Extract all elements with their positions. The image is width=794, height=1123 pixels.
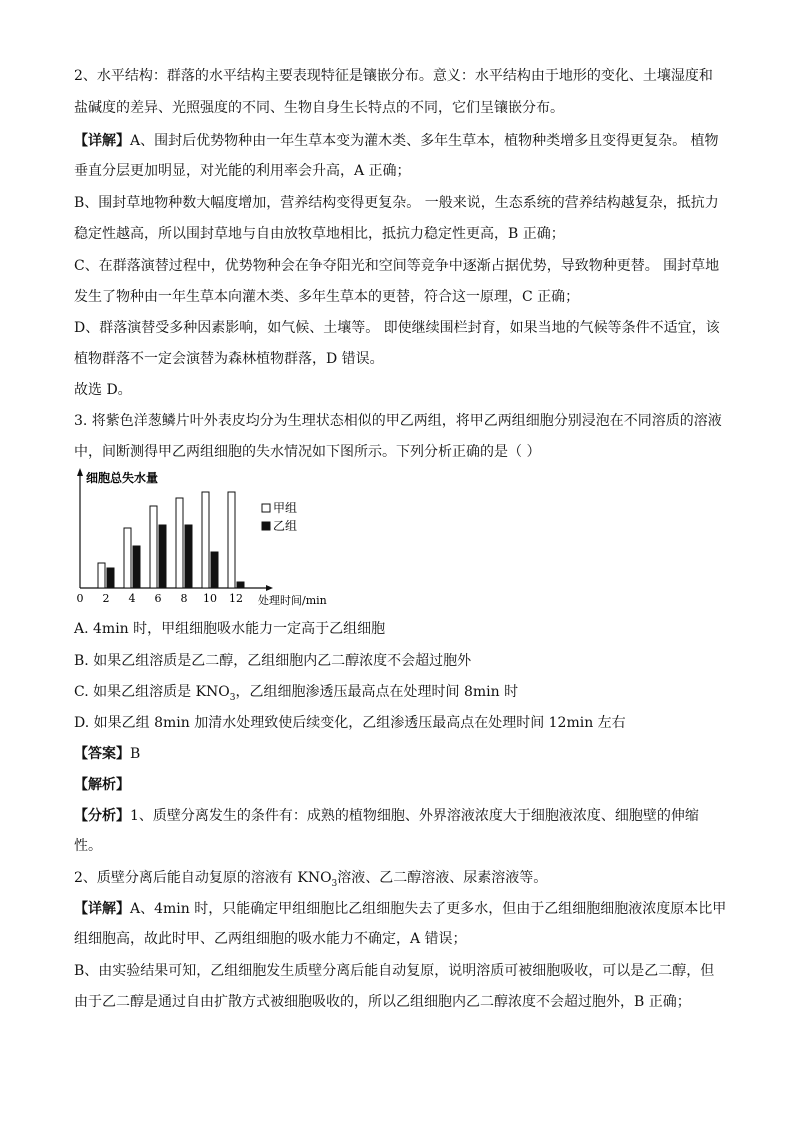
detail-label: 【详解】 — [74, 133, 130, 149]
legend-swatch-1 — [262, 522, 270, 530]
legend-swatch-0 — [262, 504, 270, 512]
analysis-heading: 【解析】 — [74, 777, 130, 793]
bar-yi-12 — [237, 582, 244, 588]
question-3-line1: 3. 将紫色洋葱鳞片叶外表皮均分为生理状态相似的甲乙两组，将甲乙两组细胞分别浸泡在不同溶质的溶液 — [74, 413, 722, 429]
bar-yi-10 — [211, 552, 218, 588]
water-loss-chart — [66, 466, 346, 616]
x-axis-arrow — [266, 585, 273, 591]
answer-choice: 故选 D。 — [74, 382, 132, 398]
option-c: C. 如果乙组溶质是 $KNO_3$，乙组细胞渗透压最高点在处理时间 8min 时 — [74, 684, 519, 703]
x-tick-label-4: 4 — [128, 592, 136, 605]
x-tick-label-6: 6 — [154, 592, 162, 605]
detail-d-line2: 植物群落不一定会演替为森林植物群落，D 错误。 — [74, 351, 384, 367]
bar-jia-6 — [150, 506, 157, 588]
answer-line — [74, 744, 724, 764]
detail-a-text1: A、围封后优势物种由一年生草本变为灌木类、多年生草本，植物种类增多且变得更复杂。 植物 — [130, 133, 719, 149]
y-axis-label: 细胞总失水量 — [86, 471, 159, 485]
option-b: B. 如果乙组溶质是乙二醇，乙组细胞内乙二醇浓度不会超过胞外 — [74, 653, 472, 669]
legend-label-1: 乙组 — [273, 519, 298, 533]
detail3-a-line1: 【详解】A、4min 时，只能确定甲组细胞比乙组细胞失去了更多水，但由于乙组细胞细胞液浓度原本比甲 — [74, 901, 727, 917]
analysis-line2: 性。 — [74, 838, 102, 854]
x-tick-label-0: 0 — [76, 592, 84, 605]
answer-label: 【答案】 — [74, 746, 130, 762]
detail3-b-line2: 由于乙二醇是通过自由扩散方式被细胞吸收的，所以乙组细胞内乙二醇浓度不会超过胞外，B 正确； — [74, 994, 691, 1010]
detail-d-line1: D、群落演替受多种因素影响，如气候、土壤等。 即使继续围栏封育，如果当地的气候等条件不适宜，该 — [74, 320, 720, 336]
x-tick-label-12: 12 — [229, 592, 243, 605]
analysis-point-2: 2、质壁分离后能自动复原的溶液有 $KNO_3$溶液、乙二醇溶液、尿素溶液等。 — [74, 870, 548, 889]
point-2-line1: 2、水平结构：群落的水平结构主要表现特征是镶嵌分布。意义：水平结构由于地形的变化、土壤湿度和 — [74, 68, 713, 84]
x-tick-label-8: 8 — [180, 592, 188, 605]
detail-c-line2: 发生了物种由一年生草本向灌木类、多年生草本的更替，符合这一原理，C 正确； — [74, 289, 580, 305]
bar-jia-2 — [98, 563, 105, 588]
bar-jia-10 — [202, 492, 209, 588]
bar-yi-2 — [107, 568, 114, 588]
detail-c-line1: C、在群落演替过程中，优势物种会在争夺阳光和空间等竞争中逐渐占据优势，导致物种更替。 围封草地 — [74, 258, 720, 274]
analysis-line1: 【分析】1、质壁分离发生的条件有：成熟的植物细胞、外界溶液浓度大于细胞液浓度、细胞壁的伸缩 — [74, 808, 699, 824]
x-tick-label-10: 10 — [203, 592, 217, 605]
x-axis-label: 处理时间/min — [258, 594, 327, 607]
option-a: A. 4min 时，甲组细胞吸水能力一定高于乙组细胞 — [74, 621, 386, 637]
bar-jia-8 — [176, 498, 183, 588]
detail3-b-line1: B、由实验结果可知，乙组细胞发生质壁分离后能自动复原，说明溶质可被细胞吸收，可以是乙二醇，但 — [74, 963, 715, 979]
bar-jia-4 — [124, 528, 131, 588]
detail-b-line1: B、围封草地物种数大幅度增加，营养结构变得更复杂。 一般来说，生态系统的营养结构越复杂，抵抗力 — [74, 195, 719, 211]
y-axis-arrow — [77, 468, 83, 476]
detail-a-line2: 垂直分层更加明显，对光能的利用率会升高，A 正确； — [74, 163, 411, 179]
detail3-a-line2: 组细胞高，故此时甲、乙两组细胞的吸水能力不确定，A 错误； — [74, 931, 467, 947]
bar-yi-6 — [159, 525, 166, 588]
bar-yi-4 — [133, 546, 140, 588]
option-d: D. 如果乙组 8min 加清水处理致使后续变化，乙组渗透压最高点在处理时间 12min 左右 — [74, 715, 626, 731]
answer-value: B — [130, 746, 141, 762]
question-3-line2: 中，间断测得甲乙两组细胞的失水情况如下图所示。下列分析正确的是（ ） — [74, 444, 541, 460]
bar-yi-8 — [185, 525, 192, 588]
legend-label-0: 甲组 — [273, 501, 298, 515]
point-2-line2: 盐碱度的差异、光照强度的不同、生物自身生长特点的不同，它们呈镶嵌分布。 — [74, 100, 564, 116]
detail-b-line2: 稳定性越高，所以围封草地与自由放牧草地相比，抵抗力稳定性更高，B 正确； — [74, 226, 565, 242]
bar-jia-12 — [228, 492, 235, 588]
x-tick-label-2: 2 — [102, 592, 110, 605]
detail-a-line1 — [74, 131, 724, 151]
